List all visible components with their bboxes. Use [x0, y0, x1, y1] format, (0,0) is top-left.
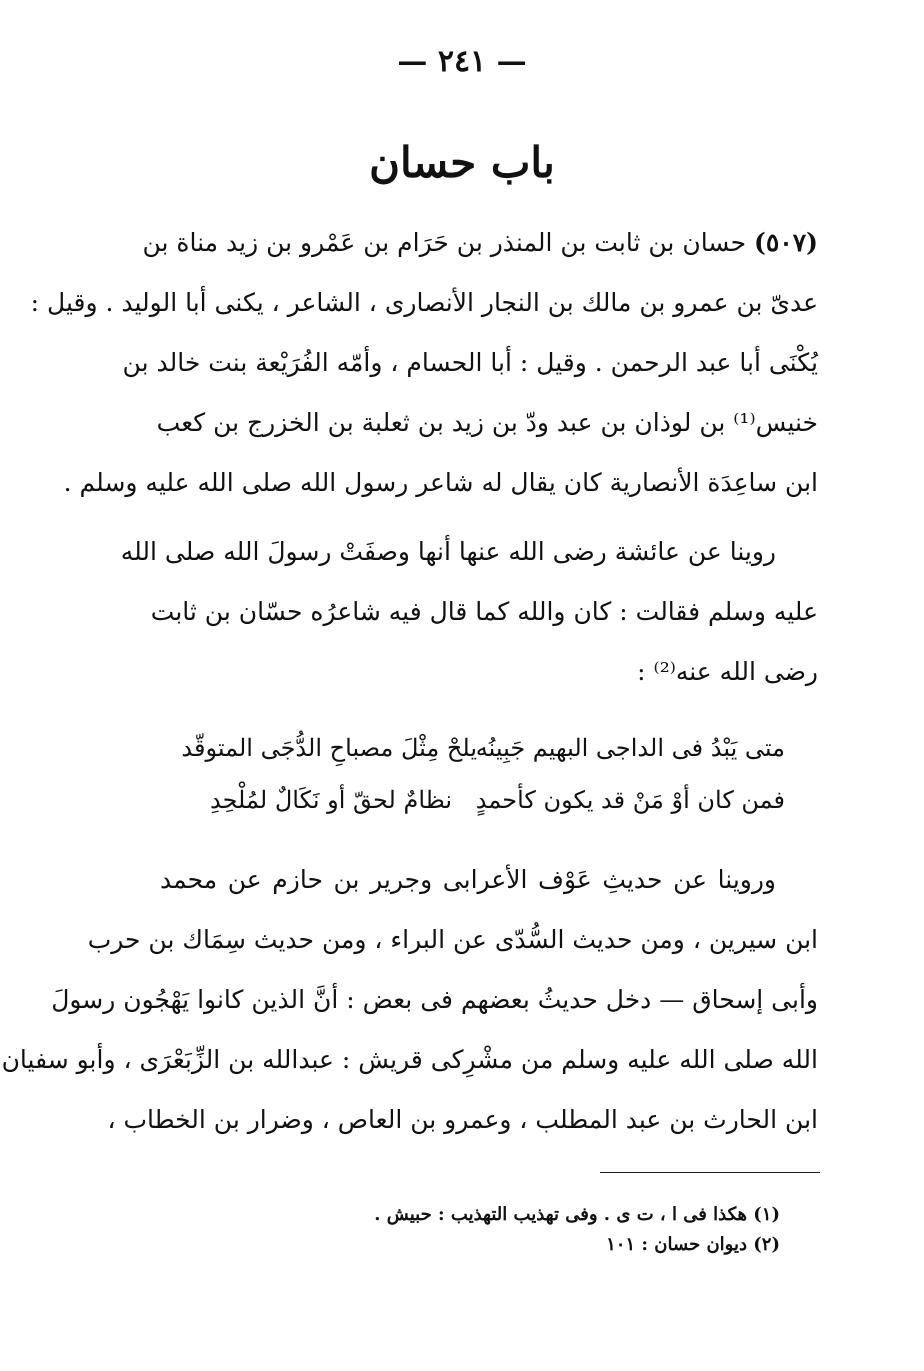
paragraph-aisha — [120, 522, 818, 702]
footnote-item: (١) هكذا فى ا ، ت ى . وفى تهذيب التهذيب : حبيش . — [374, 1204, 780, 1225]
footnote-separator — [600, 1172, 820, 1173]
text-line: وروينا عن حديثِ عَوْف الأعرابى وجرير بن حازم عن محمد — [160, 865, 776, 894]
verse-second-hemistich: نظامٌ لحقّ أو نَكَالٌ لمُلْحِدِ — [209, 786, 453, 814]
poem-verse — [185, 774, 785, 826]
verse-first-hemistich: متى يَبْدُ فى الداجى البهيم جَبِينُه — [475, 734, 785, 762]
verse-second-hemistich: يلحْ مِثْلَ مصباحِ الدُّجَى المتوقّد — [181, 734, 477, 762]
poem — [181, 722, 785, 826]
text-line: يُكْنَى أبا عبد الرحمن . وقيل : أبا الحسام ، وأمّه الفُرَيْعة بنت خالد بن — [122, 348, 818, 377]
text-line: ابن الحارث بن عبد المطلب ، وعمرو بن العاص ، وضرار بن الخطاب ، — [107, 1105, 818, 1134]
entry-number: (٥٠٧) — [754, 228, 818, 257]
text-line: خنيس⁽¹⁾ بن لوذان بن عبد ودّ بن زيد بن ثعلبة بن الخزرج بن كعب — [156, 408, 818, 437]
text-line: روينا عن عائشة رضى الله عنها أنها وصفَتْ رسولَ الله صلى الله — [120, 537, 776, 566]
footnotes — [300, 1200, 780, 1260]
text-line: عليه وسلم فقالت : كان والله كما قال فيه شاعرُه حسّان بن ثابت — [150, 597, 818, 626]
text-line: ابن سيرين ، ومن حديث السُّدّى عن البراء ، ومن حديث سِمَاك بن حرب — [87, 925, 818, 954]
text-line: عدىّ بن عمرو بن مالك بن النجار الأنصارى ، الشاعر ، يكنى أبا الوليد . وقيل : — [30, 288, 818, 317]
text-line — [142, 213, 818, 273]
verse-first-hemistich: فمن كان أوْ مَنْ قد يكون كأحمدٍ — [475, 786, 785, 814]
paragraph-satirists — [1, 850, 818, 1150]
footnote-item: (٢) ديوان حسان : ١٠١ — [606, 1234, 780, 1255]
text-line: الله صلى الله عليه وسلم من مشْرِكى قريش : عبدالله بن الزِّبَعْرَى ، وأبو سفيان — [1, 1045, 818, 1074]
text-line-content: حسان بن ثابت بن المنذر بن حَرَام بن عَمْرو بن زيد مناة بن — [142, 228, 755, 257]
chapter-title: باب حسان — [369, 138, 555, 187]
text-line: وأبى إسحاق — دخل حديثُ بعضهم فى بعض : أنَّ الذين كانوا يَهْجُون رسولَ — [51, 985, 818, 1014]
text-line: ابن ساعِدَة الأنصارية كان يقال له شاعر رسول الله صلى الله عليه وسلم . — [63, 468, 818, 497]
paragraph-entry-507 — [30, 213, 818, 513]
text-line: رضى الله عنه⁽²⁾ : — [637, 657, 818, 686]
page-number: — ٢٤١ — — [397, 44, 527, 79]
poem-verse — [181, 722, 785, 774]
